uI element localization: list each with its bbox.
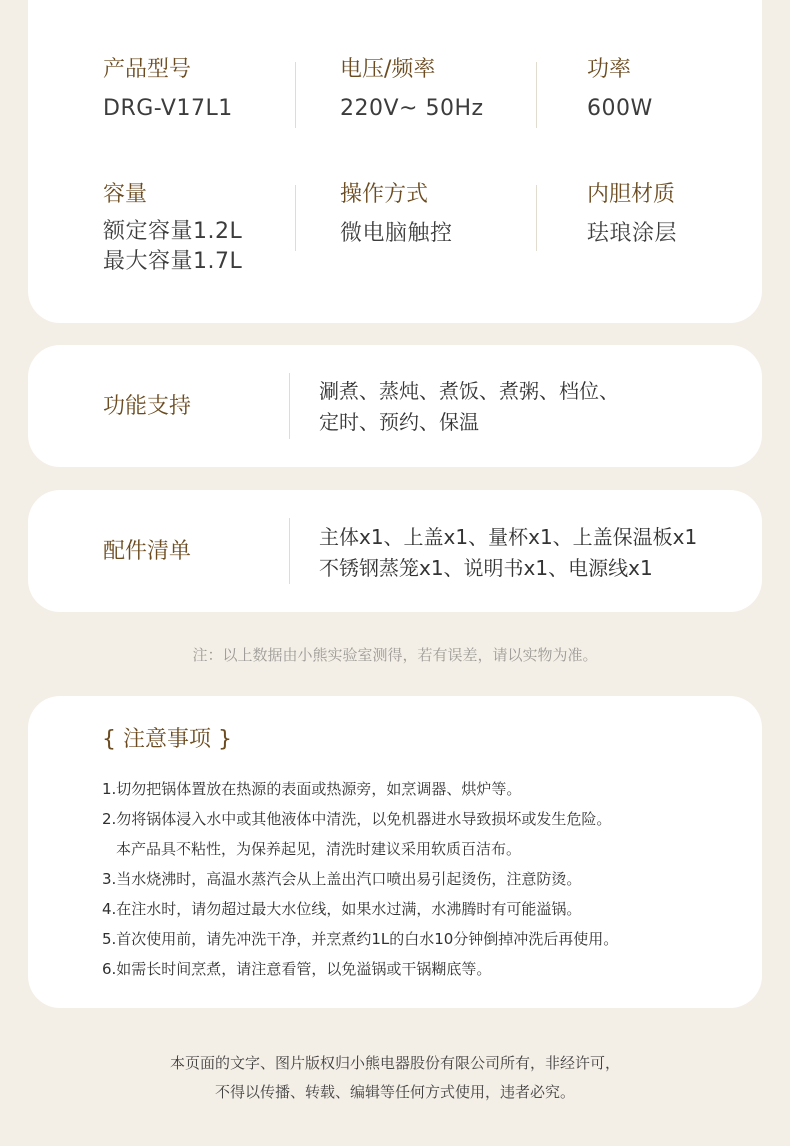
- copyright-footer: [0, 1049, 790, 1107]
- divider: [536, 62, 537, 128]
- notes-item: 5.首次使用前，请先冲洗干净，并烹煮约1L的白水10分钟倒掉冲洗后再使用。: [102, 930, 619, 948]
- divider: [295, 185, 296, 251]
- spec-value: 600W: [587, 96, 653, 121]
- divider: [289, 518, 290, 584]
- capacity-rated: 额定容量1.2L: [103, 219, 243, 244]
- functions-list: [319, 376, 619, 438]
- divider: [289, 373, 290, 439]
- spec-voltage: [340, 56, 484, 124]
- footer-line: 本页面的文字、图片版权归小熊电器股份有限公司所有，非经许可，: [169, 1054, 620, 1072]
- accessories-label: 配件清单: [103, 539, 192, 564]
- accessories-line: 不锈钢蒸笼x1、说明书x1、电源线x1: [319, 556, 653, 580]
- spec-liner: [587, 181, 677, 249]
- spec-value: 珐琅涂层: [587, 221, 678, 246]
- accessories-line: 主体x1、上盖x1、量杯x1、上盖保温板x1: [319, 525, 698, 549]
- spec-capacity: [103, 181, 242, 277]
- functions-line: 定时、预约、保温: [319, 410, 479, 434]
- spec-label: 产品型号: [103, 57, 192, 82]
- footer-line: 不得以传播、转载、编辑等任何方式使用，违者必究。: [214, 1083, 575, 1101]
- spec-value: [103, 217, 242, 277]
- functions-label: 功能支持: [103, 394, 192, 419]
- spec-value: DRG-V17L1: [103, 96, 233, 121]
- accessories-card: [28, 490, 762, 612]
- notes-list: [102, 774, 618, 984]
- spec-card: [28, 0, 762, 323]
- divider: [536, 185, 537, 251]
- notes-item: 2.勿将锅体浸入水中或其他液体中清洗，以免机器进水导致损坏或发生危险。: [102, 810, 612, 828]
- functions-card: [28, 345, 762, 467]
- spec-label: 容量: [103, 182, 148, 207]
- spec-label: 内胆材质: [587, 182, 676, 207]
- spec-label: 功率: [587, 57, 632, 82]
- notes-item: 本产品具不粘性，为保养起见，清洗时建议采用软质百洁布。: [116, 840, 522, 858]
- divider: [295, 62, 296, 128]
- notes-item: 6.如需长时间烹煮，请注意看管，以免溢锅或干锅糊底等。: [102, 960, 492, 978]
- accessories-list: [319, 522, 697, 584]
- spec-value: 微电脑触控: [340, 221, 453, 246]
- spec-power: [587, 56, 653, 124]
- notes-card: [28, 696, 762, 1008]
- capacity-max: 最大容量1.7L: [103, 249, 243, 274]
- spec-model: [103, 56, 233, 124]
- disclaimer: 注：以上数据由小熊实验室测得，若有误差，请以实物为准。: [192, 646, 598, 664]
- notes-item: 3.当水烧沸时，高温水蒸汽会从上盖出汽口喷出易引起烫伤，注意防烫。: [102, 870, 582, 888]
- functions-line: 涮煮、蒸炖、煮饭、煮粥、档位、: [319, 379, 619, 403]
- spec-value: 220V~ 50Hz: [340, 96, 484, 121]
- spec-operation: [340, 181, 453, 249]
- notes-item: 4.在注水时，请勿超过最大水位线，如果水过满，水沸腾时有可能溢锅。: [102, 900, 582, 918]
- notes-title: { 注意事项 }: [102, 727, 232, 752]
- notes-item: 1.切勿把锅体置放在热源的表面或热源旁，如烹调器、烘炉等。: [102, 780, 522, 798]
- spec-label: 操作方式: [340, 182, 429, 207]
- spec-label: 电压/频率: [340, 57, 436, 82]
